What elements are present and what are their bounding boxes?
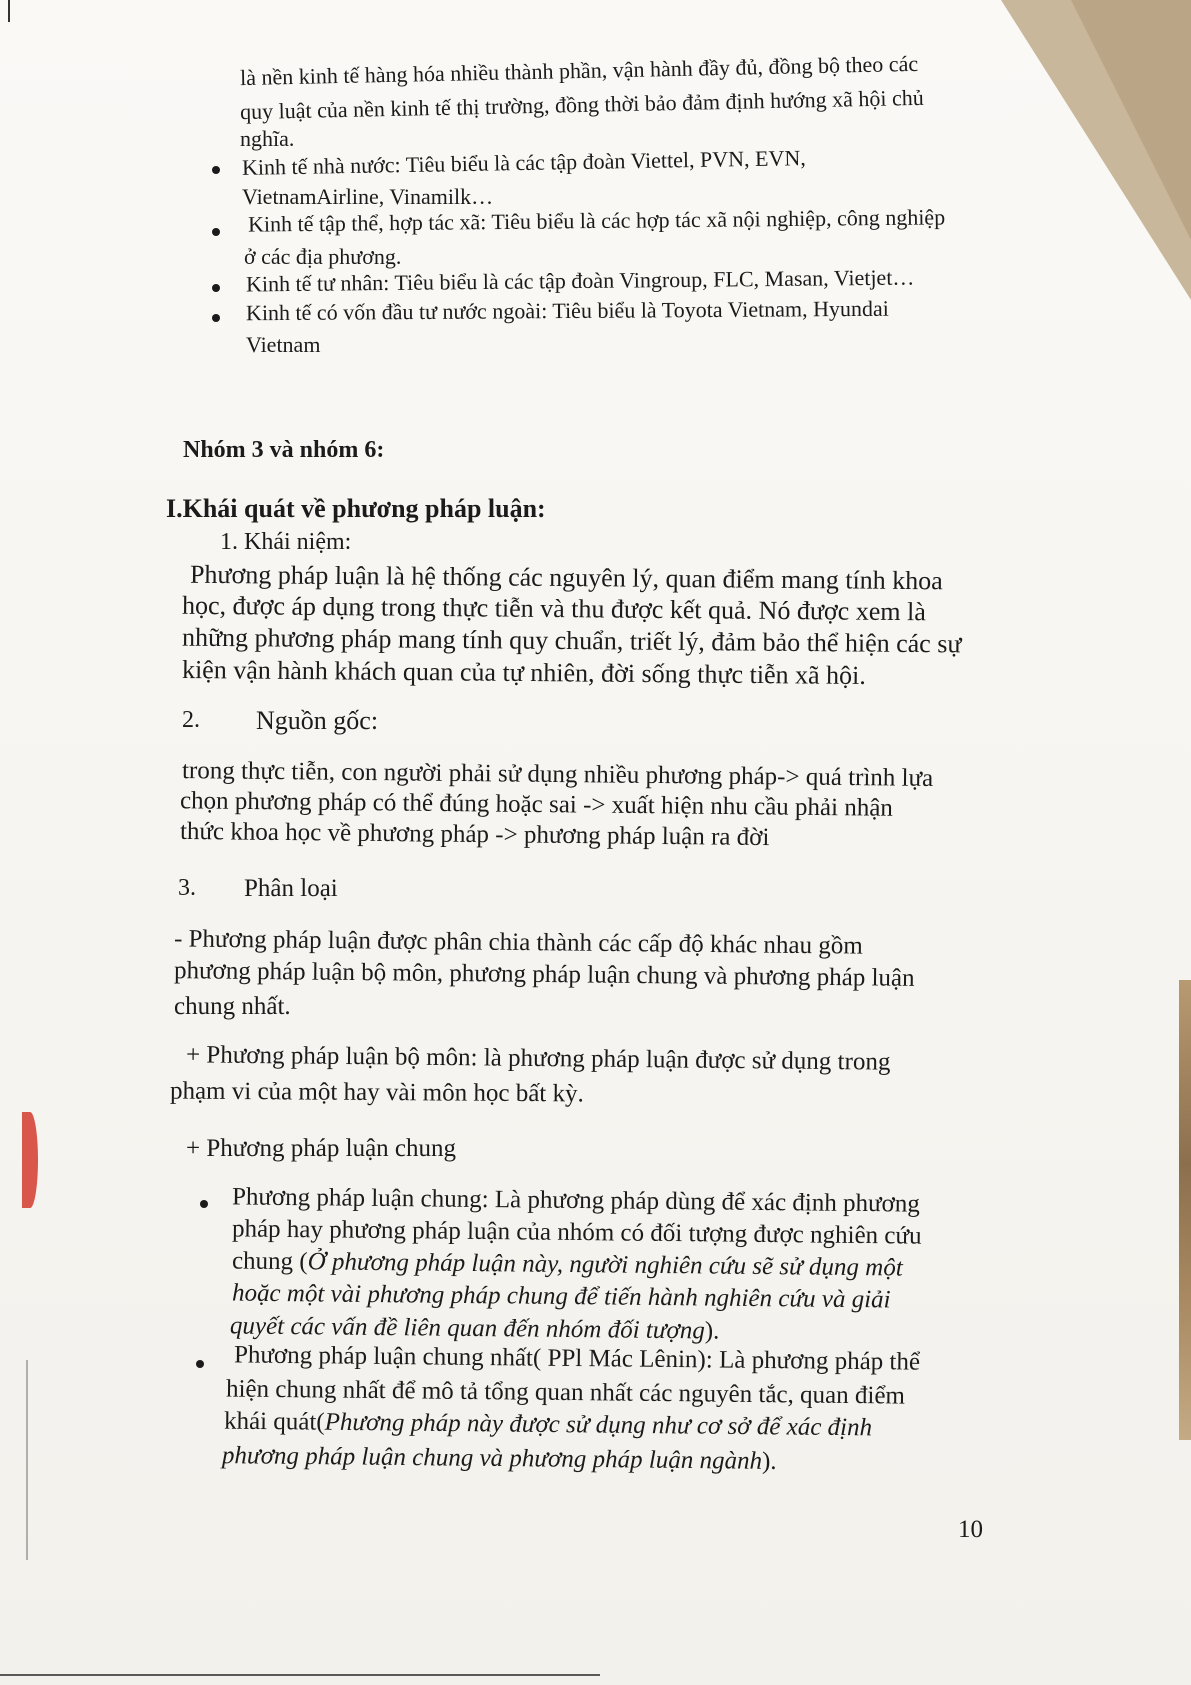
bullet-icon [212,314,220,322]
bullet-icon [200,1200,208,1208]
group-heading: Nhóm 3 và nhóm 6: [183,437,385,463]
intro-line-1: là nền kinh tế hàng hóa nhiều thành phần, vận hành đầy đủ, đồng bộ theo các [239,50,919,91]
red-margin-mark [22,1112,38,1208]
economy-bullet-state-line-1: Kinh tế nhà nước: Tiêu biểu là các tập đoàn Viettel, PVN, EVN, [241,145,806,180]
most-general-bullet-line-4-italic: phương pháp luận chung và phương pháp luận ngành [221,1442,763,1475]
classification-intro-line-2: phương pháp luận bộ môn, phương pháp luận chung và phương pháp luận [173,957,915,992]
origin-number: 2. [182,707,200,733]
binding-edge [1179,980,1191,1440]
bottom-edge-line [0,1674,600,1676]
concept-line-2: học, được áp dụng trong thực tiễn và thu được kết quả. Nó được xem là [181,590,926,627]
most-general-bullet-line-1: Phương pháp luận chung nhất( PPl Mác Lênin): Là phương pháp thể [233,1341,921,1376]
concept-heading: 1. Khái niệm: [220,529,352,555]
general-bullet-line-1: Phương pháp luận chung: Là phương pháp dùng để xác định phương [231,1183,920,1218]
bullet-icon [212,166,220,174]
most-general-bullet-line-2: hiện chung nhất để mô tả tổng quan nhất các nguyên tắc, quan điểm [225,1375,906,1410]
general-bullet-line-2: pháp hay phương pháp luận của nhóm có đối tượng được nghiên cứu [231,1215,922,1250]
intro-line-3: nghĩa. [240,126,295,151]
general-bullet-line-3 [232,1248,903,1280]
most-general-bullet-line-4 [222,1443,777,1474]
economy-bullet-state-line-2: VietnamAirline, Vinamilk… [242,184,494,209]
origin-line-2: chọn phương pháp có thể đúng hoặc sai -> xuất hiện nhu cầu phải nhận [179,787,894,822]
origin-line-1: trong thực tiễn, con người phải sử dụng nhiều phương pháp-> quá trình lựa [181,757,934,792]
classification-intro-line-3: chung nhất. [174,993,291,1020]
general-bullet-line-3-italic: Ở phương pháp luận này, người nghiên cứu sẽ sử dụng một [307,1248,903,1282]
bullet-icon [212,284,220,292]
most-general-bullet-line-3-italic: Phương pháp này được sử dụng như cơ sở để xác định [324,1408,873,1442]
origin-line-3: thức khoa học về phương pháp -> phương pháp luận ra đời [179,817,770,852]
general-methodology-heading: + Phương pháp luận chung [186,1135,457,1162]
page-number: 10 [958,1516,983,1543]
bullet-icon [196,1360,204,1368]
concept-line-1: Phương pháp luận là hệ thống các nguyên lý, quan điểm mang tính khoa [189,559,943,596]
general-bullet-line-5-plain: ). [704,1317,720,1345]
economy-bullet-private: Kinh tế tư nhân: Tiêu biểu là các tập đoàn Vingroup, FLC, Masan, Vietjet… [245,264,915,297]
economy-bullet-foreign-line-1: Kinh tế có vốn đầu tư nước ngoài: Tiêu biểu là Toyota Vietnam, Hyundai [245,295,889,326]
subject-methodology-line-2: phạm vi của một hay vài môn học bất kỳ. [169,1077,584,1108]
general-bullet-line-4: hoặc một vài phương pháp chung để tiến hành nghiên cứu và giải [231,1279,891,1314]
classification-intro-line-1: - Phương pháp luận được phân chia thành các cấp độ khác nhau gồm [173,925,863,960]
subject-methodology-line-1: + Phương pháp luận bộ môn: là phương pháp luận được sử dụng trong [185,1041,891,1076]
intro-line-2: quy luật của nền kinh tế thị trường, đồng thời bảo đảm định hướng xã hội chủ [239,84,924,125]
classification-number: 3. [178,875,196,901]
general-bullet-line-5-italic: quyết các vấn đề liên quan đến nhóm đối tượng [229,1312,705,1345]
origin-title: Nguồn gốc: [256,706,379,735]
most-general-bullet-line-3 [224,1409,872,1441]
section-heading: I.Khái quát về phương pháp luận: [166,494,546,523]
page-corner-fold [1071,0,1191,240]
most-general-bullet-line-4-plain: ). [761,1447,777,1475]
economy-bullet-collective-line-2: ở các địa phương. [244,244,402,269]
economy-bullet-foreign-line-2: Vietnam [246,332,321,357]
economy-bullet-collective-line-1: Kinh tế tập thể, hợp tác xã: Tiêu biểu là các hợp tác xã nội nghiệp, công nghiệp [247,204,946,237]
general-bullet-line-5 [230,1313,720,1343]
most-general-bullet-line-3-plain: khái quát( [223,1407,325,1436]
bullet-icon [212,228,220,236]
top-margin-tick [8,0,10,22]
classification-title: Phân loại [244,875,338,902]
margin-line [26,1360,28,1560]
concept-line-3: những phương pháp mang tính quy chuẩn, triết lý, đảm bảo thể hiện các sự [181,622,962,659]
concept-line-4: kiện vận hành khách quan của tự nhiên, đời sống thực tiễn xã hội. [181,655,866,690]
general-bullet-line-3-plain: chung ( [231,1247,308,1276]
